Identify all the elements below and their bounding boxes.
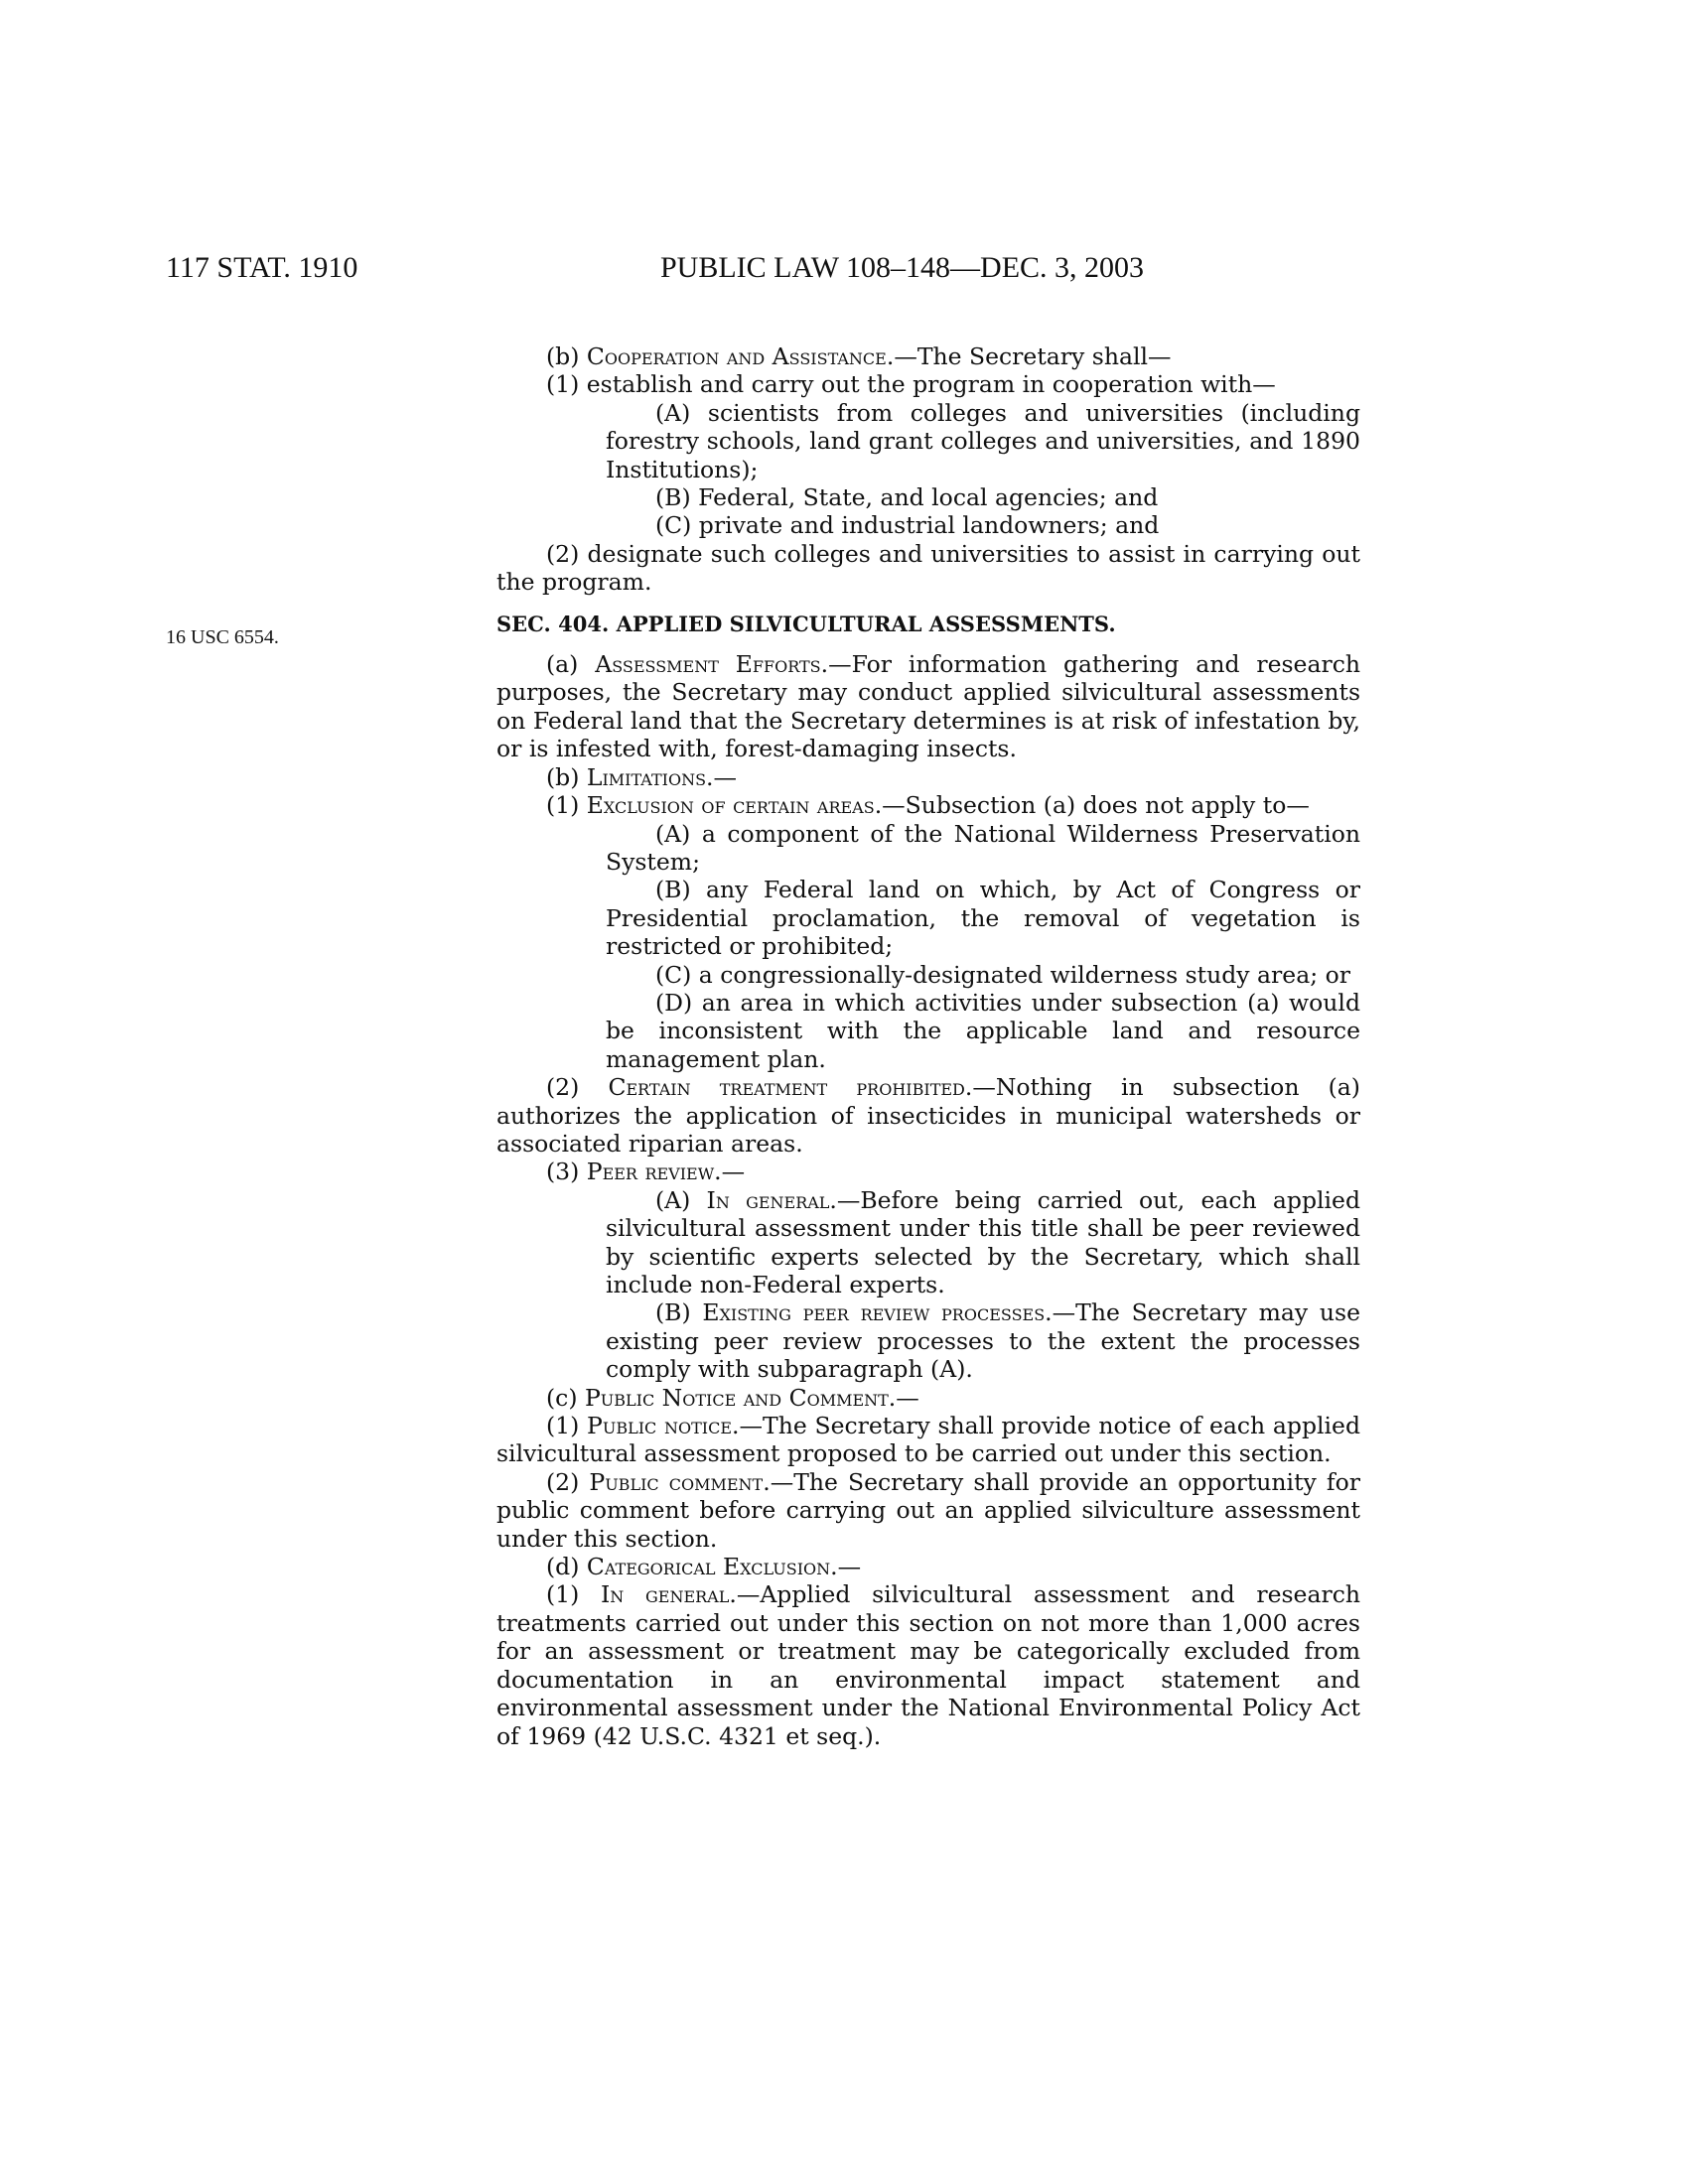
paragraph-1-public-notice bbox=[496, 1412, 1360, 1468]
paragraph-label: (b) bbox=[546, 762, 587, 791]
subparagraph-c-study-area: (C) a congressionally-designated wilderness study area; or bbox=[655, 960, 1350, 989]
paragraph-text: —Before being carried out, each applied silvicultural assessment under this title shall be peer reviewed by scientific experts selected by the Secretary, which shall include non-Federal experts. bbox=[606, 1185, 1360, 1298]
paragraph-caption: Public comment. bbox=[589, 1467, 771, 1496]
paragraph-caption: Public Notice and Comment. bbox=[584, 1383, 897, 1412]
paragraph-caption: Assessment Efforts. bbox=[595, 650, 829, 679]
paragraph-text: — bbox=[837, 1553, 862, 1581]
paragraph-3-peer-review bbox=[496, 1158, 1360, 1185]
paragraph-caption: Existing peer review processes. bbox=[702, 1298, 1053, 1327]
paragraph-text: —Applied silvicultural assessment and research treatments carried out under this section on not more than 1,000 acres for an assessment or treatment may be categorically excluded from documentation in an environmental impact statement and environmental assessment under the National Environmental Policy Act of 1969 (42 U.S.C. 4321 et seq.). bbox=[496, 1580, 1360, 1750]
paragraph-label: (B) bbox=[655, 1298, 703, 1327]
paragraph-1-establish: (1) establish and carry out the program in cooperation with— bbox=[546, 370, 1276, 399]
paragraph-text: — bbox=[721, 1158, 746, 1186]
paragraph-label: (a) bbox=[546, 650, 596, 679]
section-heading: SEC. 404. APPLIED SILVICULTURAL ASSESSMENTS. bbox=[496, 611, 1116, 636]
paragraph-text: — bbox=[896, 1383, 919, 1412]
paragraph-2-designate: (2) designate such colleges and universities to assist in carrying out the program. bbox=[496, 539, 1360, 597]
subparagraph-c-landowners: (C) private and industrial landowners; and bbox=[655, 511, 1160, 540]
paragraph-text: — bbox=[713, 762, 738, 791]
paragraph-label: (2) bbox=[546, 1073, 609, 1102]
paragraph-caption: Exclusion of certain areas. bbox=[586, 791, 883, 820]
subparagraph-a-wilderness-system: (A) a component of the National Wilderness Preservation System; bbox=[606, 819, 1360, 876]
paragraph-caption: Public notice. bbox=[587, 1412, 740, 1440]
paragraph-text: —The Secretary may use existing peer review processes to the extent the processes comply with subparagraph (A). bbox=[606, 1298, 1360, 1384]
usc-margin-citation: 16 USC 6554. bbox=[166, 626, 279, 648]
paragraph-label: (3) bbox=[546, 1158, 587, 1186]
paragraph-a-assessment-efforts bbox=[496, 650, 1360, 763]
paragraph-label: (1) bbox=[546, 1412, 588, 1440]
public-law-title: PUBLIC LAW 108–148—DEC. 3, 2003 bbox=[660, 251, 1145, 284]
document-body bbox=[496, 342, 1360, 1750]
paragraph-label: (1) bbox=[546, 791, 587, 820]
paragraph-2-treatment-prohibited bbox=[496, 1073, 1360, 1158]
subparagraph-a-scientists: (A) scientists from colleges and universities (including forestry schools, land grant colleges and universities, and 1890 Institutions); bbox=[606, 398, 1360, 483]
paragraph-label: (c) bbox=[546, 1383, 585, 1412]
paragraph-1-in-general bbox=[496, 1580, 1360, 1749]
paragraph-label: (2) bbox=[546, 1467, 590, 1496]
paragraph-label: (d) bbox=[546, 1553, 587, 1581]
paragraph-b-cooperation bbox=[496, 342, 1360, 370]
subparagraph-a-in-general bbox=[496, 1186, 1360, 1299]
paragraph-text: —The Secretary shall provide notice of each applied silvicultural assessment proposed to be carried out under this section. bbox=[496, 1412, 1360, 1468]
paragraph-caption: Categorical Exclusion. bbox=[586, 1553, 838, 1581]
subparagraph-b-existing-processes bbox=[496, 1298, 1360, 1383]
paragraph-2-public-comment bbox=[496, 1468, 1360, 1553]
paragraph-b-limitations bbox=[496, 763, 1360, 791]
paragraph-caption: In general. bbox=[706, 1185, 837, 1214]
page-header bbox=[0, 248, 1688, 288]
paragraph-label: (1) bbox=[546, 1580, 601, 1609]
paragraph-caption: In general. bbox=[601, 1580, 737, 1609]
paragraph-caption: Limitations. bbox=[586, 762, 714, 791]
subparagraph-b-federal-land: (B) any Federal land on which, by Act of Congress or Presidential proclamation, the removal of vegetation is restricted or prohibited; bbox=[606, 876, 1360, 961]
paragraph-text: —The Secretary shall— bbox=[894, 342, 1172, 370]
paragraph-text: —Nothing in subsection (a) authorizes the application of insecticides in municipal watersheds or associated riparian areas. bbox=[496, 1073, 1360, 1158]
paragraph-c-public-notice-comment bbox=[496, 1384, 1360, 1412]
paragraph-caption: Certain treatment prohibited. bbox=[608, 1073, 973, 1102]
subparagraph-d-inconsistent-area: (D) an area in which activities under subsection (a) would be inconsistent with the applicable land and resource management plan. bbox=[606, 988, 1360, 1073]
statute-page-reference: 117 STAT. 1910 bbox=[166, 251, 358, 284]
paragraph-d-categorical-exclusion bbox=[496, 1553, 1360, 1580]
paragraph-label: (A) bbox=[655, 1185, 707, 1214]
paragraph-text: —For information gathering and research purposes, the Secretary may conduct applied silvicultural assessments on Federal land that the Secretary determines is at risk of infestation by, or is infested with, forest-damaging insects. bbox=[496, 650, 1360, 763]
paragraph-1-exclusion bbox=[496, 791, 1360, 819]
subparagraph-b-agencies: (B) Federal, State, and local agencies; and bbox=[655, 483, 1159, 512]
paragraph-text: —Subsection (a) does not apply to— bbox=[882, 791, 1310, 820]
paragraph-text: —The Secretary shall provide an opportunity for public comment before carrying out an applied silviculture assessment under this section. bbox=[496, 1467, 1360, 1553]
paragraph-caption: Cooperation and Assistance. bbox=[586, 342, 895, 370]
paragraph-caption: Peer review. bbox=[586, 1158, 722, 1186]
paragraph-label: (b) bbox=[546, 342, 587, 370]
